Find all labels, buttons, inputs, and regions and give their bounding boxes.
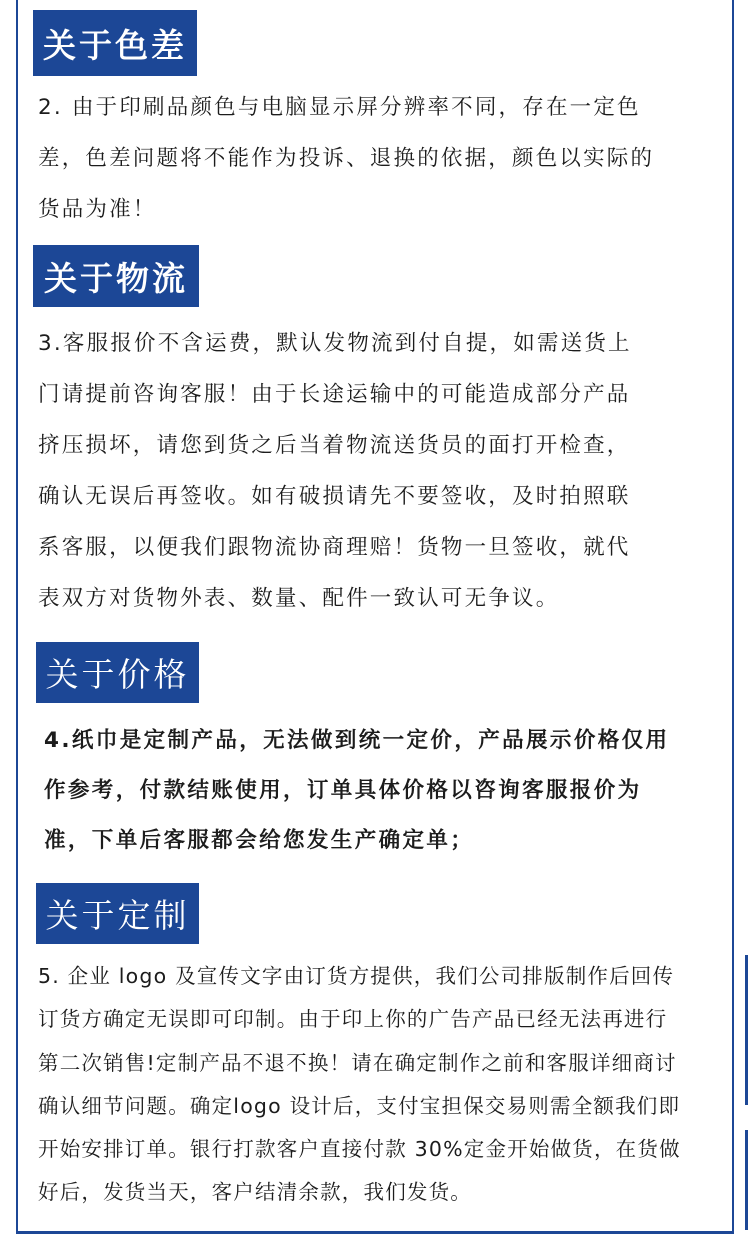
section-heading-logistics: 关于物流 <box>33 245 199 307</box>
section-text-pricing: 4.纸巾是定制产品，无法做到统一定价，产品展示价格仅用 作参考，付款结账使用，订单具体价格以咨询客服报价为 准，下单后客服都会给您发生产确定单； <box>44 728 670 853</box>
section-heading-pricing: 关于价格 <box>36 642 199 703</box>
section-text-color-difference: 2. 由于印刷品颜色与电脑显示屏分辨率不同，存在一定色 差，色差问题将不能作为投诉、退换的依据，颜色以实际的 货品为准！ <box>38 95 655 222</box>
section-text-logistics: 3.客服报价不含运费，默认发物流到付自提，如需送货上 门请提前咨询客服！由于长途运输中的可能造成部分产品 挤压损坏，请您到货之后当着物流送货员的面打开检查， 确认无误后再签收。如有破损请先不要签收，及时拍照联 系客服，以便我们跟物流协商理赔！货物一旦签收，就代 表双方对货物外表、数量、配件一致认可无争议。 <box>38 331 632 611</box>
right-edge-mark <box>745 1130 748 1230</box>
right-edge-mark <box>745 955 748 1105</box>
section-heading-color-difference: 关于色差 <box>33 10 197 76</box>
section-heading-customization: 关于定制 <box>36 883 199 944</box>
section-text-customization: 5. 企业 logo 及宣传文字由订货方提供，我们公司排版制作后回传 订货方确定无误即可印制。由于印上你的广告产品已经无法再进行 第二次销售!定制产品不退不换！请在确定制作之前和客服详细商讨 确认细节问题。确定logo 设计后，支付宝担保交易则需全额我们即 开始安排订单。银行打款客户直接付款 30%定金开始做货，在货做 好后，发货当天，客户结清余款，我们发货。 <box>38 964 681 1205</box>
